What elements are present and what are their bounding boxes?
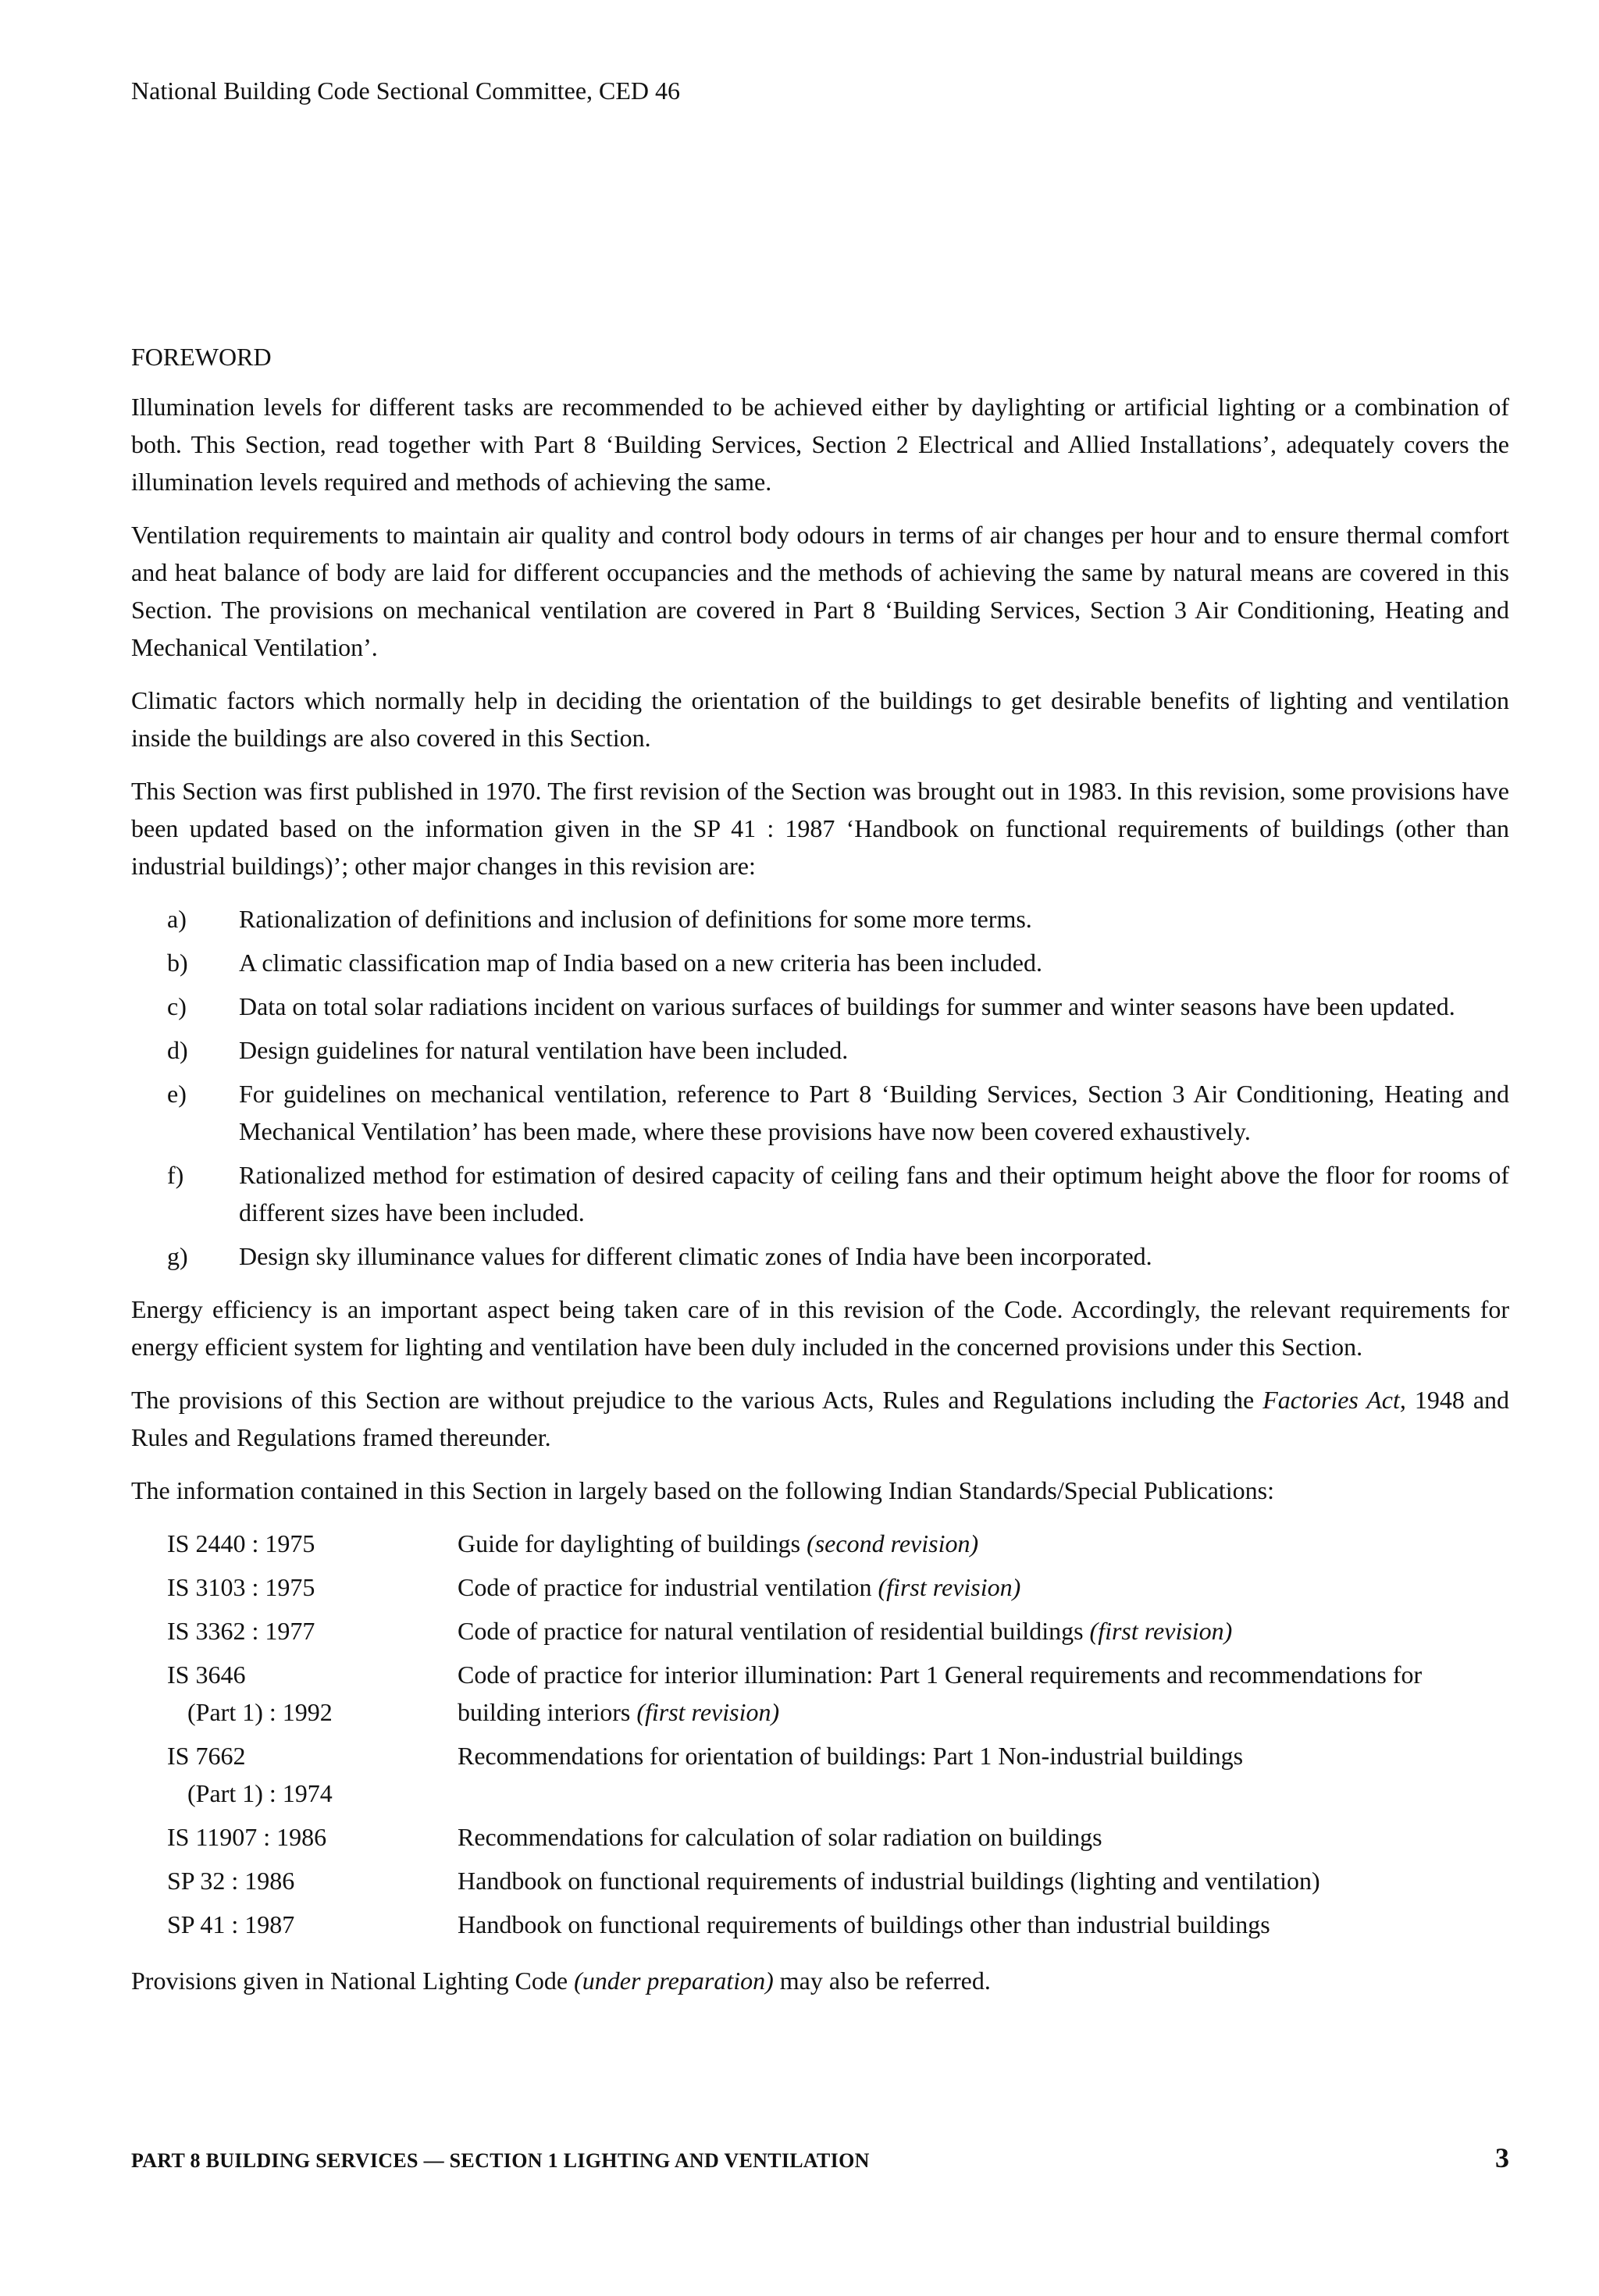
standard-title: Code of practice for natural ventilation of residential buildings (first revision) — [458, 1617, 1233, 1645]
list-item — [131, 1031, 1509, 1069]
table-row — [167, 1818, 1509, 1862]
list-item-text: Design guidelines for natural ventilation have been included. — [239, 1036, 849, 1064]
paragraph-provisions: The provisions of this Section are without prejudice to the various Acts, Rules and Regulations including the Factories Act, 1948 and Rules and Regulations framed thereunder. — [131, 1386, 1510, 1451]
list-marker: e) — [167, 1080, 187, 1108]
footer-title: PART 8 BUILDING SERVICES — SECTION 1 LIGHTING AND VENTILATION — [131, 2149, 870, 2172]
standard-code: SP 41 : 1987 — [167, 1910, 295, 1938]
table-row — [167, 1737, 1509, 1818]
running-header: National Building Code Sectional Committee, CED 46 — [131, 77, 681, 105]
standard-code: IS 3362 : 1977 — [167, 1617, 315, 1645]
table-row — [167, 1612, 1509, 1656]
table-row — [167, 1862, 1509, 1906]
list-marker: d) — [167, 1036, 188, 1064]
standard-code: IS 2440 : 1975 — [167, 1529, 315, 1557]
list-item-text: A climatic classification map of India based on a new criteria has been included. — [239, 949, 1042, 977]
foreword-section — [131, 341, 1509, 2015]
table-row — [167, 1525, 1509, 1568]
list-marker: c) — [167, 992, 187, 1020]
paragraph-ventilation: Ventilation requirements to maintain air quality and control body odours in terms of air changes per hour and to ensure thermal comfort and heat balance of body are laid for different occupancies and the methods of achieving the same by natural means are covered in this Section. The provisions on mechanical ventilation are covered in Part 8 ‘Building Services, Section 3 Air Conditioning, Heating and Mechanical Ventilation’. — [131, 521, 1509, 661]
paragraph-energy: Energy efficiency is an important aspect being taken care of in this revision of the Code. Accordingly, the relevant requirements for energy efficient system for lighting and ventilation have been duly included in the concerned provisions under this Section. — [131, 1295, 1509, 1361]
paragraph-standards-intro: The information contained in this Section in largely based on the following Indian Standards/Special Publications: — [131, 1476, 1275, 1504]
paragraph-closing: Provisions given in National Lighting Code (under preparation) may also be referred. — [131, 1967, 991, 1995]
list-marker: g) — [167, 1242, 188, 1270]
standard-code: IS 7662 (Part 1) : 1974 — [167, 1742, 333, 1807]
list-item — [131, 1075, 1509, 1150]
standard-code: IS 3103 : 1975 — [167, 1573, 315, 1601]
list-item-text: For guidelines on mechanical ventilation, reference to Part 8 ‘Building Services, Section 3 Air Conditioning, Heating and Mechanical Ventilation’ has been made, where these provisions have now been covered exhaustively. — [239, 1080, 1509, 1145]
table-row — [167, 1568, 1509, 1612]
list-item-text: Data on total solar radiations incident on various surfaces of buildings for summer and winter seasons have been updated. — [239, 992, 1455, 1020]
standard-code: IS 11907 : 1986 — [167, 1823, 327, 1851]
paragraph-revision-history: This Section was first published in 1970. The first revision of the Section was brought out in 1983. In this revision, some provisions have been updated based on the information given in the SP 41 : 1987 ‘Handbook on functional requirements of buildings (other than industrial buildings)’; other major changes in this revision are: — [131, 777, 1509, 880]
standard-code: IS 3646 (Part 1) : 1992 — [167, 1661, 333, 1726]
list-item — [131, 988, 1509, 1025]
paragraph-climatic: Climatic factors which normally help in deciding the orientation of the buildings to get desirable benefits of lighting and ventilation inside the buildings are also covered in this Section. — [131, 686, 1509, 752]
running-footer — [131, 2142, 1509, 2180]
list-item-text: Design sky illuminance values for different climatic zones of India have been incorporated. — [239, 1242, 1152, 1270]
table-row — [167, 1656, 1509, 1737]
factories-act-reference: Factories Act, — [1262, 1386, 1406, 1414]
list-item — [131, 900, 1509, 938]
list-marker: f) — [167, 1161, 184, 1189]
standard-title: Recommendations for orientation of buildings: Part 1 Non-industrial buildings — [458, 1742, 1244, 1770]
foreword-heading: FOREWORD — [131, 343, 272, 371]
changes-list — [131, 900, 1509, 1275]
table-row — [167, 1906, 1509, 1949]
page-number: 3 — [1495, 2142, 1509, 2173]
paragraph-illumination: Illumination levels for different tasks are recommended to be achieved either by daylighting or artificial lighting or a combination of both. This Section, read together with Part 8 ‘Building Services, Section 2 Electrical and Allied Installations’, adequately covers the illumination levels required and methods of achieving the same. — [131, 393, 1509, 496]
standard-title: Handbook on functional requirements of industrial buildings (lighting and ventilation) — [458, 1867, 1320, 1895]
list-item — [131, 1156, 1509, 1231]
list-marker: a) — [167, 905, 187, 933]
standards-table — [167, 1525, 1509, 1949]
list-item-text: Rationalization of definitions and inclusion of definitions for some more terms. — [239, 905, 1032, 933]
list-item-text: Rationalized method for estimation of desired capacity of ceiling fans and their optimum height above the floor for rooms of different sizes have been included. — [239, 1161, 1509, 1226]
standard-title: Guide for daylighting of buildings (second revision) — [458, 1529, 979, 1557]
standard-code: SP 32 : 1986 — [167, 1867, 295, 1895]
list-marker: b) — [167, 949, 188, 977]
standard-title: Code of practice for interior illumination: Part 1 General requirements and recommendations for building interiors (first revision) — [458, 1661, 1423, 1726]
under-preparation-note: (under preparation) — [574, 1967, 774, 1995]
standard-title: Handbook on functional requirements of buildings other than industrial buildings — [458, 1910, 1270, 1938]
standard-title: Recommendations for calculation of solar radiation on buildings — [458, 1823, 1102, 1851]
list-item — [131, 1237, 1509, 1275]
standard-title: Code of practice for industrial ventilation (first revision) — [458, 1573, 1021, 1601]
list-item — [131, 944, 1509, 981]
